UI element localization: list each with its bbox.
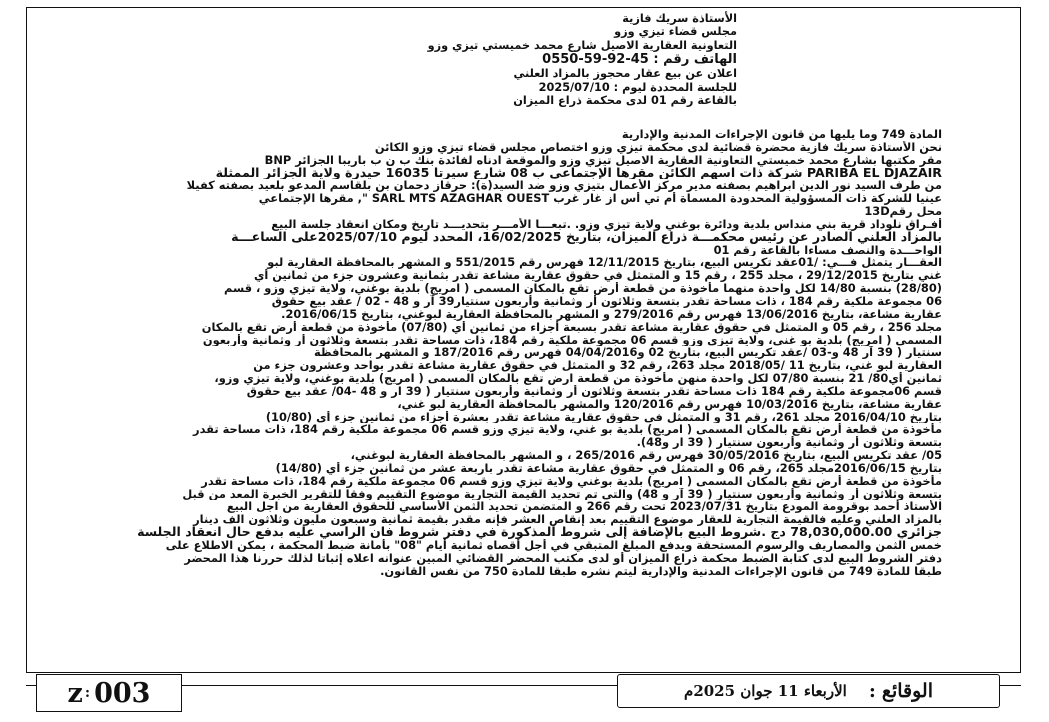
body-line: من طرف السيد نور الدين ابراهيم بصفته مدير مركز الأعمال بتيزي وزو ضد السيد(ة): حرقاز دحمان بن بلقاسم المدعو بلعيد بصفته كفيلا (186, 179, 942, 193)
issue-number: 003 (94, 677, 151, 709)
body-line: سنتيار ( 39 آر 48 و-03 /عقد تكريس البيع، بتاريخ 02 و04/04/2016 فهرس رقم 187/2016 و المشهر بالمحافظة (314, 346, 942, 360)
issue-number-box (36, 674, 182, 712)
body-line: قسم 06مجموعة ملكية رقم 184 ذات مساحة تقدر بتسعة وثلاثون أر وثمانية وأربعون سنتيار ( 39 ار و 48 -04/ عقد بيع حقوق (246, 384, 942, 398)
footer-rule (182, 685, 617, 686)
body-line: العقـــار يتمثل فـــي: /01عقد تكريس البيع، بتاريخ 12/11/2015 فهرس رقم 551/2015 و المشهر بالمحافظة العقارية لبو (267, 256, 942, 270)
body-line: محل رقم13D (864, 205, 942, 218)
notice-title: اعلان عن بيع عقار محجوز بالمزاد العلني (513, 67, 737, 81)
body-line: الواحـــدة والنصف مساءا بالقاعة رقم 01 (713, 243, 942, 257)
body-line: عينيا للشركة ذات المسؤولية المحدودة المسماة أم تي أس از غار غرب SARL MTS AZAGHAR OUEST ", مقرها الإجتماعي (258, 192, 942, 206)
body-line: نحن الأستاذة سريك فازية محضرة قضائية لدى محكمة تيزي وزو اختصاص مجلس قضاء تيزي وزو الكائن (374, 140, 942, 154)
body-line: خمس الثمن والمصاريف والرسوم المستحقة ويدفع المبلغ المتبقي في أجل أقصاه ثمانية أيام "08" بأمانة ضبط المحكمة ، يمكن الاطلاع على (165, 539, 942, 552)
body-line: المسمى ( امريج) بلدية بو غني، ولاية تيزي وزو قسم 06 مجموعة ملكية رقم 184، ذات مساحة تقدر بتسعة وثلاثون أر وثمانية وأربعون (202, 333, 942, 347)
body-line: بتاريخ 2016/04/10 مجلد 261، رقم 31 و المتمثل في حقوق عقارية مشاعة تقدر بعشرة أجزاء من ثمانين جزء أي (10/80) (265, 410, 942, 424)
body-line: طبقا للمادة 749 من قانون الإجراءات المدنية والإدارية ليتم نشره طبقا للمادة 750 من نفس القانون. (380, 564, 942, 578)
body-line: الأستاذ أحمد بوقرومة المودع بتاريخ 2023/07/31 تحت رقم 266 و المتضمن تحديد الثمن الأساسي للحقوق العقارية من اجل البيع (226, 500, 942, 514)
session-room: بالقاعة رقم 01 لدى محكمة ذراع الميزان (513, 94, 737, 108)
body-line: المادة 749 وما يليها من قانون الإجراءات المدنية والإدارية (621, 128, 942, 141)
body-line: 06 مجموعة ملكية رقم 184 ، ذات مساحة تقدر بتسعة وثلاثون أر وثمانية وأربعون سنتيار39 آر و 48 - 02 / عقد بيع حقوق (271, 294, 942, 308)
body-line: 05/ عقد تكريس البيع، بتاريخ 30/05/2016 فهرس رقم 265/2016 ، و المشهر بالمحافظة العقارية لبوغني، (350, 449, 942, 462)
body-line: دفتر الشروط البيع لدى كتابة الضبط محكمة ذراع الميزان أو لدى مكتب المحضر القضائي المبين عنوانه اعلاه إثباتا لذلك حررنا هذا المحضر (184, 551, 942, 565)
body-line: مجلد 256 ، رقم 05 و المتمثل في حقوق عقارية مشاعة تقدر بسبعة أجزاء من ثمانين أي (07/80) مأخوذة من قطعة أرض تقع بالمكان (201, 320, 942, 334)
body-line: بتاريخ 2016/06/15مجلد 265، رقم 06 و المتمثل في حقوق عقارية مشاعة تقدر باربعة عشر من ثمانين جزء أي (14/80) (275, 461, 942, 475)
body-line: بتسعة وثلاثون أر وثمانية وأربعون سنتيار ( 39 ار و48). (636, 436, 942, 450)
body-line: غني بتاريخ 29/12/2015 ، مجلد 255 ، رقم 15 و المتمثل في حقوق عقارية مشاعة تقدر بثمانية وعشرون جزء من ثمانين أي (253, 269, 942, 283)
body-line: العقارية لبو غني، بتاريخ 11 /2018/05 مجلد 263، رقم 32 و المتمثل في حقوق عقارية مشاعة تقدر بواحد وعشرون جزء من (253, 359, 942, 373)
office-address: التعاونية العقارية الاصيل شارع محمد خميستي تيزي وزو (427, 38, 737, 52)
notice-header (37, 12, 737, 107)
court-council: مجلس قضاء تيزي وزو (614, 25, 737, 39)
publication-name: الوقائع (881, 680, 933, 702)
body-line: ثمانين أي80/ 21 بنسبة 07/80 لكل واحدة منهن مأخوذة من قطعة ارض تقع بالمكان المسمى ( امريج) بلدية بوغني، ولاية تيزي وزو، (214, 372, 942, 385)
body-line: بتسعة وثلاثون أر وثمانية وأربعون سنتيار ( 39 آر و 48) والتي تم تحديد القيمة التجارية موضوع التقييم وفقا للتقرير الخبرة المعد من قبل (182, 487, 942, 501)
phone-number: الهاتف رقم : 45-92-59-0550 (542, 52, 737, 68)
issue-separator: : (84, 685, 91, 701)
body-line: جزائري 78,030,000.00 دج .شروط البيع بالإضافة إلى شروط المذكورة في دفتر شروط فان الراسي عليه بدفع حال انعقاد الجلسة (137, 526, 942, 539)
publication-date-box (617, 674, 1000, 708)
body-line: مقر مكتبها بشارع محمد خميستي التعاونية العقارية الاصيل تيزي وزو والموقعة ادناه لفائدة بنك ب ن ب باريبا الجزائر BNP (264, 153, 942, 167)
footer-rule (1000, 685, 1021, 686)
body-line: PARIBA EL DJAZAIR شركة ذات اسهم الكائن مقرها الإجتماعي ب 08 شارع سيرتا 16035 حيدرة ولاية الجزائر الممثلة (215, 166, 942, 180)
body-line: عقارية مشاعة، بتاريخ 13/06/2016 فهرس رقم 279/2016 و المشهر بالمحافظة العقارية لبوغني، بتاريخ 2016/06/15. (281, 307, 942, 321)
notice-body (90, 128, 942, 578)
body-line: مأخوذة من قطعة أرض تقع بالمكان المسمى ( امريج) بلدية بوغني ولاية تيزي وزو قسم 06 مجموعة ملكية رقم 184، ذات مساحة تقدر (201, 474, 942, 488)
body-line: (28/80) بنسبة 14/80 لكل واحدة منهما مأخوذة من قطعة أرض تقع بالمكان المسمى ( امريج) بلدية بوغني، ولاية تيزي وزو ، قسم (224, 282, 942, 295)
publication-date: الأربعاء 11 جوان 2025م (684, 682, 847, 700)
body-line: بالمزاد العلني الصادر عن رئيس محكمـــة ذراع الميزان، بتاريخ 16/02/2025، المحدد ليوم 2025/07/10على الساعـــة (231, 230, 942, 244)
session-date: للجلسة المحددة ليوم : 2025/07/10 (538, 80, 737, 94)
body-line: مأخوذة من قطعة أرض تقع بالمكان المسمى ( امريج) بلدية بو غني، ولاية تيزي وزو قسم 06 مجموعة ملكية رقم 184، ذات مساحة تقدر (193, 423, 942, 437)
issue-prefix: z (67, 677, 83, 709)
body-line: أفـراق نلوداد قرية بني منداس بلدية ودائرة بوغني ولاية تيزي وزو. .تبعـــا الأمـــر بتحديـــد تاريخ ومكان انعقاد جلسة البيع (271, 217, 942, 231)
body-line: عقارية مشاعة، بتاريخ 10/03/2016 فهرس رقم 120/2016 والمشهر بالمحافظة العقارية لبو غني، (397, 397, 942, 411)
bailiff-name: الأستاذة سريك فازية (622, 12, 737, 25)
footer-rule (26, 685, 36, 686)
publication-colon: : (868, 680, 876, 702)
body-line: بالمزاد العلني وعليه فالقيمة التجارية للعقار موضوع التقييم بعد إنقاص العشر فإنه مقدر بقيمة ثمانية وسبعون مليون وثلاثون الف دينار (193, 513, 942, 527)
